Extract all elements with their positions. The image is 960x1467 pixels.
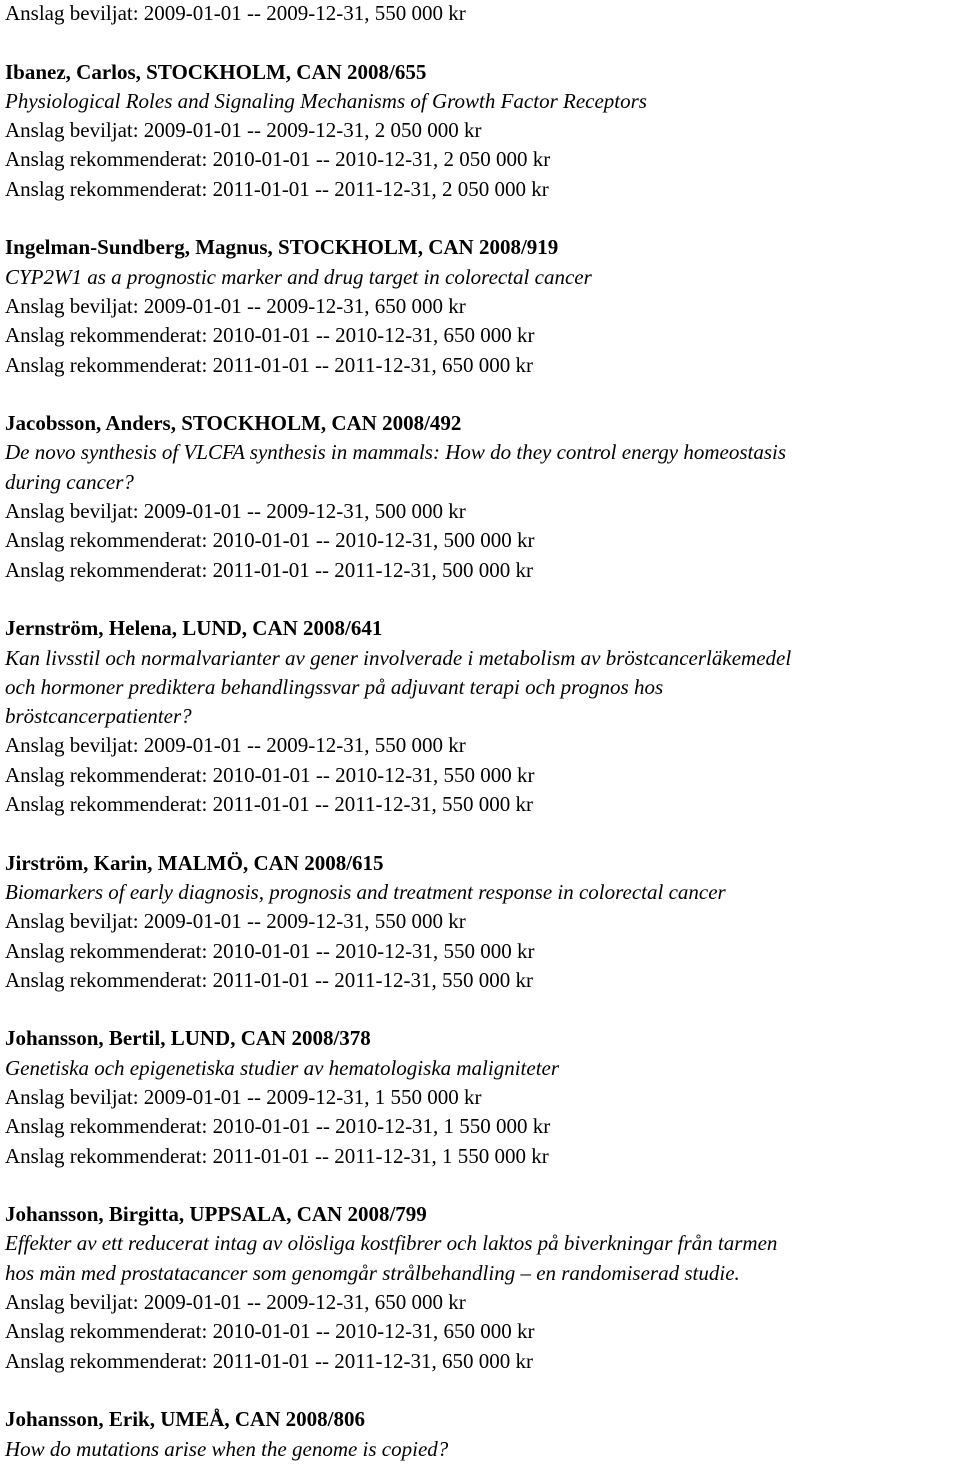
entry-project-title: CYP2W1 as a prognostic marker and drug target in colorectal cancer	[5, 264, 592, 289]
entry-spacer	[5, 819, 957, 848]
entry-project-title: Physiological Roles and Signaling Mechanisms of Growth Factor Receptors	[5, 88, 647, 113]
entry-header: Ibanez, Carlos, STOCKHOLM, CAN 2008/655	[5, 59, 427, 84]
entry-project-title: De novo synthesis of VLCFA synthesis in mammals: How do they control energy homeostasis	[5, 440, 787, 465]
entry-spacer	[5, 1376, 957, 1405]
grant-entry	[5, 233, 957, 379]
grant-entry	[5, 1200, 957, 1376]
entry-project-title: bröstcancerpatienter?	[5, 704, 192, 729]
entry-project-title: Biomarkers of early diagnosis, prognosis and treatment response in colorectal cancer	[5, 879, 726, 904]
grant-entry	[5, 1024, 957, 1170]
entry-spacer	[5, 995, 957, 1024]
grant-line: Anslag beviljat: 2009-01-01 -- 2009-12-31, 650 000 kr	[5, 1290, 466, 1315]
grant-line: Anslag rekommenderat: 2011-01-01 -- 2011-12-31, 1 550 000 kr	[5, 1143, 549, 1168]
entry-project-title: Genetiska och epigenetiska studier av hematologiska maligniteter	[5, 1055, 560, 1080]
grant-line: Anslag beviljat: 2009-01-01 -- 2009-12-31, 550 000 kr	[5, 1, 466, 25]
grant-document	[5, 0, 957, 1464]
entry-header: Ingelman-Sundberg, Magnus, STOCKHOLM, CAN 2008/919	[5, 235, 559, 260]
grant-line: Anslag rekommenderat: 2011-01-01 -- 2011-12-31, 500 000 kr	[5, 557, 533, 582]
grant-line: Anslag beviljat: 2009-01-01 -- 2009-12-31, 500 000 kr	[5, 499, 466, 524]
grant-entry	[5, 1405, 957, 1464]
grant-line: Anslag beviljat: 2009-01-01 -- 2009-12-31, 650 000 kr	[5, 293, 466, 318]
grant-line: Anslag rekommenderat: 2010-01-01 -- 2010-12-31, 650 000 kr	[5, 1319, 535, 1344]
entry-project-title: hos män med prostatacancer som genomgår strålbehandling – en randomiserad studie.	[5, 1260, 740, 1285]
entry-header: Johansson, Bertil, LUND, CAN 2008/378	[5, 1026, 371, 1051]
entry-header: Johansson, Birgitta, UPPSALA, CAN 2008/799	[5, 1202, 427, 1227]
entry-project-title: och hormoner prediktera behandlingssvar på adjuvant terapi och prognos hos	[5, 674, 664, 699]
grant-line: Anslag beviljat: 2009-01-01 -- 2009-12-31, 550 000 kr	[5, 909, 466, 934]
grant-line: Anslag beviljat: 2009-01-01 -- 2009-12-31, 2 050 000 kr	[5, 118, 482, 143]
entry-project-title: Effekter av ett reducerat intag av olösliga kostfibrer och laktos på biverkningar från tarmen	[5, 1231, 778, 1256]
entry-spacer	[5, 28, 957, 57]
entry-spacer	[5, 585, 957, 614]
grant-entry	[5, 409, 957, 585]
grant-line: Anslag beviljat: 2009-01-01 -- 2009-12-31, 1 550 000 kr	[5, 1084, 482, 1109]
grant-line: Anslag rekommenderat: 2011-01-01 -- 2011-12-31, 550 000 kr	[5, 792, 533, 817]
grant-line: Anslag rekommenderat: 2011-01-01 -- 2011-12-31, 650 000 kr	[5, 1348, 533, 1373]
entry-header: Johansson, Erik, UMEÅ, CAN 2008/806	[5, 1407, 365, 1432]
entry-project-title: Kan livsstil och normalvarianter av gener involverade i metabolism av bröstcancerläkemedel	[5, 645, 792, 670]
entry-header: Jacobsson, Anders, STOCKHOLM, CAN 2008/492	[5, 411, 462, 436]
entry-spacer	[5, 1171, 957, 1200]
grant-entries	[5, 28, 957, 1464]
grant-line: Anslag rekommenderat: 2010-01-01 -- 2010-12-31, 650 000 kr	[5, 323, 535, 348]
grant-entry	[5, 58, 957, 204]
grant-line: Anslag rekommenderat: 2010-01-01 -- 2010-12-31, 1 550 000 kr	[5, 1114, 551, 1139]
entry-spacer	[5, 380, 957, 409]
grant-line: Anslag beviljat: 2009-01-01 -- 2009-12-31, 550 000 kr	[5, 733, 466, 758]
entry-header: Jernström, Helena, LUND, CAN 2008/641	[5, 616, 383, 641]
grant-line: Anslag rekommenderat: 2010-01-01 -- 2010-12-31, 550 000 kr	[5, 938, 535, 963]
grant-line: Anslag rekommenderat: 2010-01-01 -- 2010-12-31, 2 050 000 kr	[5, 147, 551, 172]
grant-line: Anslag rekommenderat: 2011-01-01 -- 2011-12-31, 550 000 kr	[5, 967, 533, 992]
grant-entry	[5, 614, 957, 819]
grant-line: Anslag rekommenderat: 2011-01-01 -- 2011-12-31, 2 050 000 kr	[5, 176, 549, 201]
grant-line: Anslag rekommenderat: 2010-01-01 -- 2010-12-31, 500 000 kr	[5, 528, 535, 553]
grant-entry	[5, 849, 957, 995]
entry-header: Jirström, Karin, MALMÖ, CAN 2008/615	[5, 850, 384, 875]
entry-project-title: How do mutations arise when the genome is copied?	[5, 1436, 449, 1461]
grant-line: Anslag rekommenderat: 2011-01-01 -- 2011-12-31, 650 000 kr	[5, 352, 533, 377]
entry-spacer	[5, 204, 957, 233]
entry-project-title: during cancer?	[5, 469, 134, 494]
grant-line: Anslag rekommenderat: 2010-01-01 -- 2010-12-31, 550 000 kr	[5, 762, 535, 787]
